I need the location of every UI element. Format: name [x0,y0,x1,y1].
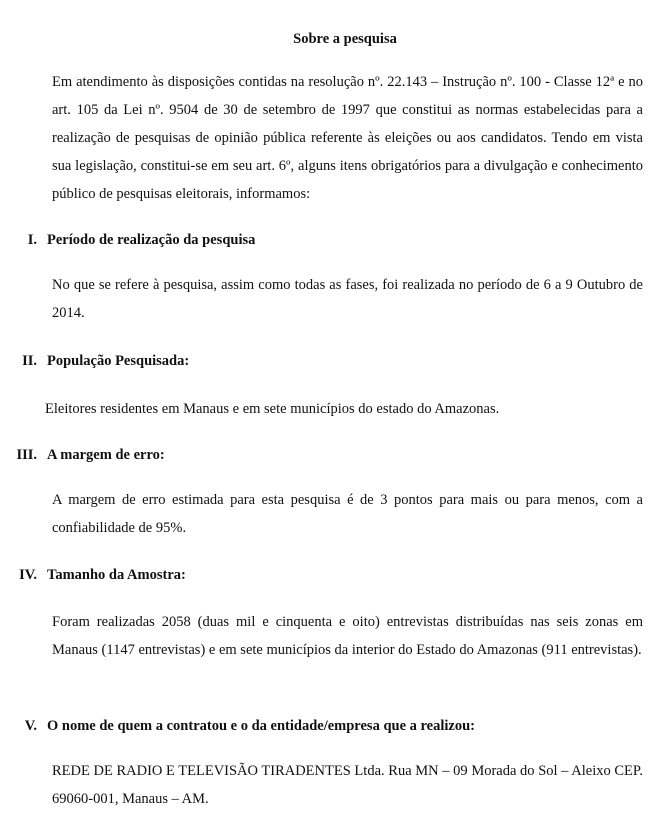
section-1-numeral: I. [27,232,37,248]
intro-paragraph: Em atendimento às disposições contidas na resolução nº. 22.143 – Instrução nº. 100 - Classe 12ª e no art. 105 da Lei nº. 9504 de 30 de setembro de 1997 que constitui as normas estabelecidas para a realização de pesquisas de opinião pública referente às eleições ou aos candidatos. Tendo em vista sua legislação, constitui-se em seu art. 6º, alguns itens obrigatórios para a divulgação e conhecimento público de pesquisas eleitorais, informamos: [52,74,643,202]
section-4-title: Tamanho da Amostra: [47,567,186,583]
section-5-numeral: V. [24,718,37,734]
section-3-heading [0,447,165,464]
section-4-heading [0,567,186,584]
section-2-heading [0,353,189,370]
section-2-body: Eleitores residentes em Manaus e em sete municípios do estado do Amazonas. [45,401,500,417]
section-3-title: A margem de erro: [47,447,165,463]
section-5-body: REDE DE RADIO E TELEVISÃO TIRADENTES Ltda. Rua MN – 09 Morada do Sol – Aleixo CEP. 69060-001, Manaus – AM. [52,763,643,807]
section-5-title: O nome de quem a contratou e o da entidade/empresa que a realizou: [47,718,475,734]
section-1-title: Período de realização da pesquisa [47,232,256,248]
section-3-body: A margem de erro estimada para esta pesquisa é de 3 pontos para mais ou para menos, com a confiabilidade de 95%. [52,492,643,536]
section-5-heading [0,718,475,735]
document-title: Sobre a pesquisa [293,31,397,47]
section-1-body: No que se refere à pesquisa, assim como todas as fases, foi realizada no período de 6 a 9 Outubro de 2014. [52,277,643,321]
section-1-heading [0,232,255,249]
section-3-numeral: III. [16,447,37,463]
section-2-title: População Pesquisada: [47,353,190,369]
section-4-body: Foram realizadas 2058 (duas mil e cinquenta e oito) entrevistas distribuídas nas seis zonas em Manaus (1147 entrevistas) e em sete municípios da interior do Estado do Amazonas (911 entrevistas). [52,614,643,658]
section-4-numeral: IV. [19,567,37,583]
section-2-numeral: II. [22,353,37,369]
